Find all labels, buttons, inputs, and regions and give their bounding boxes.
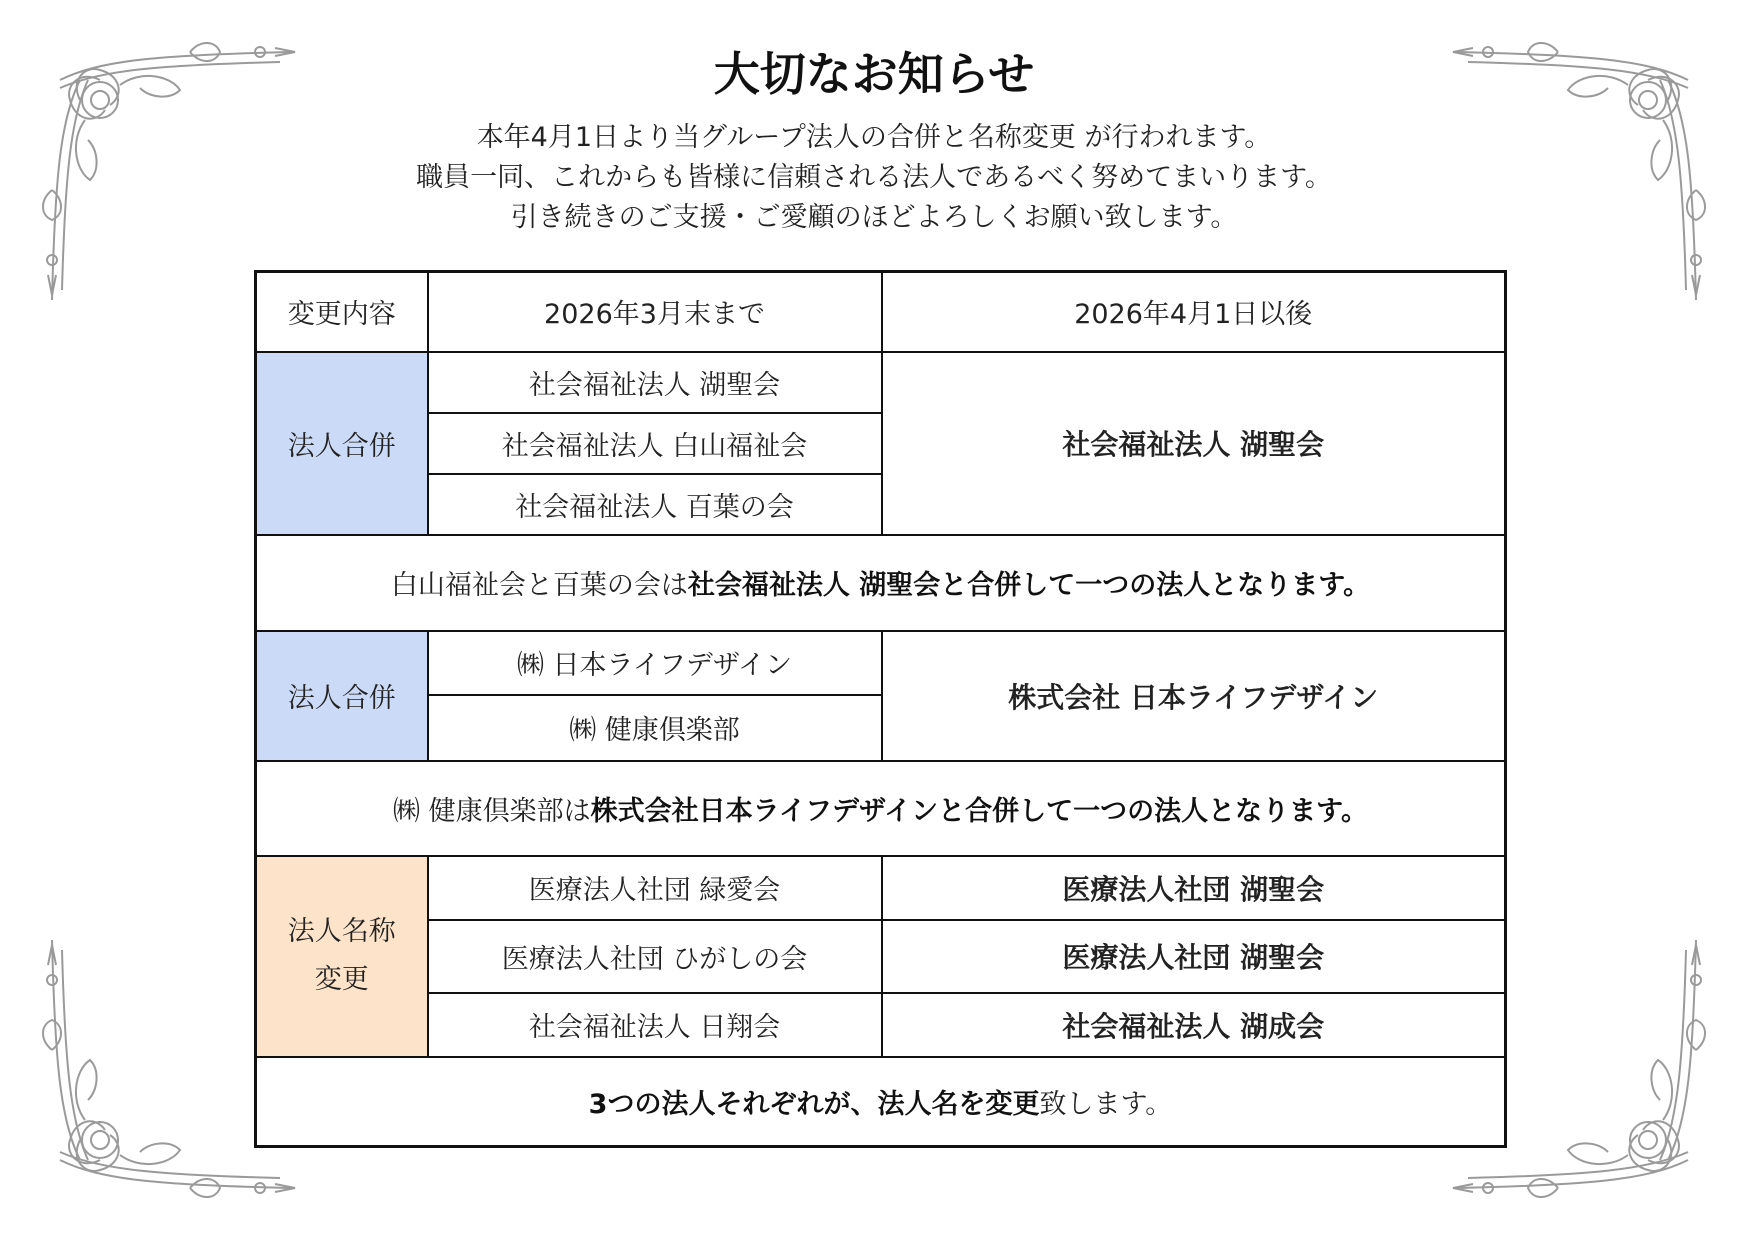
- before-name: 医療法人社団 ひがしの会: [428, 920, 882, 993]
- table-row: [256, 352, 1506, 413]
- before-name: ㈱ 日本ライフデザイン: [428, 631, 882, 695]
- note-plain: 白山福祉会と百葉の会は: [390, 570, 688, 601]
- note-plain: ㈱ 健康倶楽部は: [393, 795, 591, 827]
- category-label: 法人名称: [287, 916, 396, 947]
- table-row: [256, 920, 1506, 993]
- note-row: [256, 1057, 1506, 1147]
- note-bold: 社会福祉法人 湖聖会と合併して一つの法人となります。: [687, 570, 1371, 601]
- intro-text: [0, 118, 1748, 238]
- after-name: 社会福祉法人 湖成会: [882, 993, 1506, 1057]
- category-cell: 法人合併: [256, 352, 428, 535]
- page-title: 大切なお知らせ: [713, 47, 1035, 101]
- category-cell: 法人合併: [256, 631, 428, 761]
- note-cell: [256, 535, 1506, 631]
- before-name: 社会福祉法人 百葉の会: [428, 474, 882, 535]
- header-after: 2026年4月1日以後: [882, 272, 1506, 352]
- note-bold: 3つの法人それぞれが、法人名を変更: [588, 1088, 1040, 1120]
- note-row: [256, 535, 1506, 631]
- table-row: [256, 631, 1506, 695]
- intro-line: 引き続きのご支援・ご愛顧のほどよろしくお願い致します。: [510, 202, 1238, 233]
- before-name: ㈱ 健康倶楽部: [428, 695, 882, 761]
- note-cell: [256, 1057, 1506, 1147]
- before-name: 社会福祉法人 湖聖会: [428, 352, 882, 413]
- category-cell: [256, 856, 428, 1057]
- header-before: 2026年3月末まで: [428, 272, 882, 352]
- note-cell: [256, 761, 1506, 856]
- intro-line: 本年4月1日より当グループ法人の合併と名称変更 が行われます。: [476, 122, 1272, 153]
- before-name: 社会福祉法人 日翔会: [428, 993, 882, 1057]
- header-change-type: 変更内容: [256, 272, 428, 352]
- note-row: [256, 761, 1506, 856]
- before-name: 社会福祉法人 白山福祉会: [428, 413, 882, 474]
- note-plain: 致します。: [1039, 1088, 1173, 1120]
- table-row: [256, 856, 1506, 920]
- table-row: [256, 993, 1506, 1057]
- after-name: 株式会社 日本ライフデザイン: [882, 631, 1506, 761]
- change-table: [254, 270, 1507, 1148]
- note-bold: 株式会社日本ライフデザインと合併して一つの法人となります。: [590, 795, 1368, 827]
- after-name: 社会福祉法人 湖聖会: [882, 352, 1506, 535]
- intro-line: 職員一同、これからも皆様に信頼される法人であるべく努めてまいります。: [416, 162, 1332, 193]
- table-header-row: [256, 272, 1506, 352]
- category-label: 変更: [314, 964, 369, 995]
- after-name: 医療法人社団 湖聖会: [882, 920, 1506, 993]
- after-name: 医療法人社団 湖聖会: [882, 856, 1506, 920]
- before-name: 医療法人社団 緑愛会: [428, 856, 882, 920]
